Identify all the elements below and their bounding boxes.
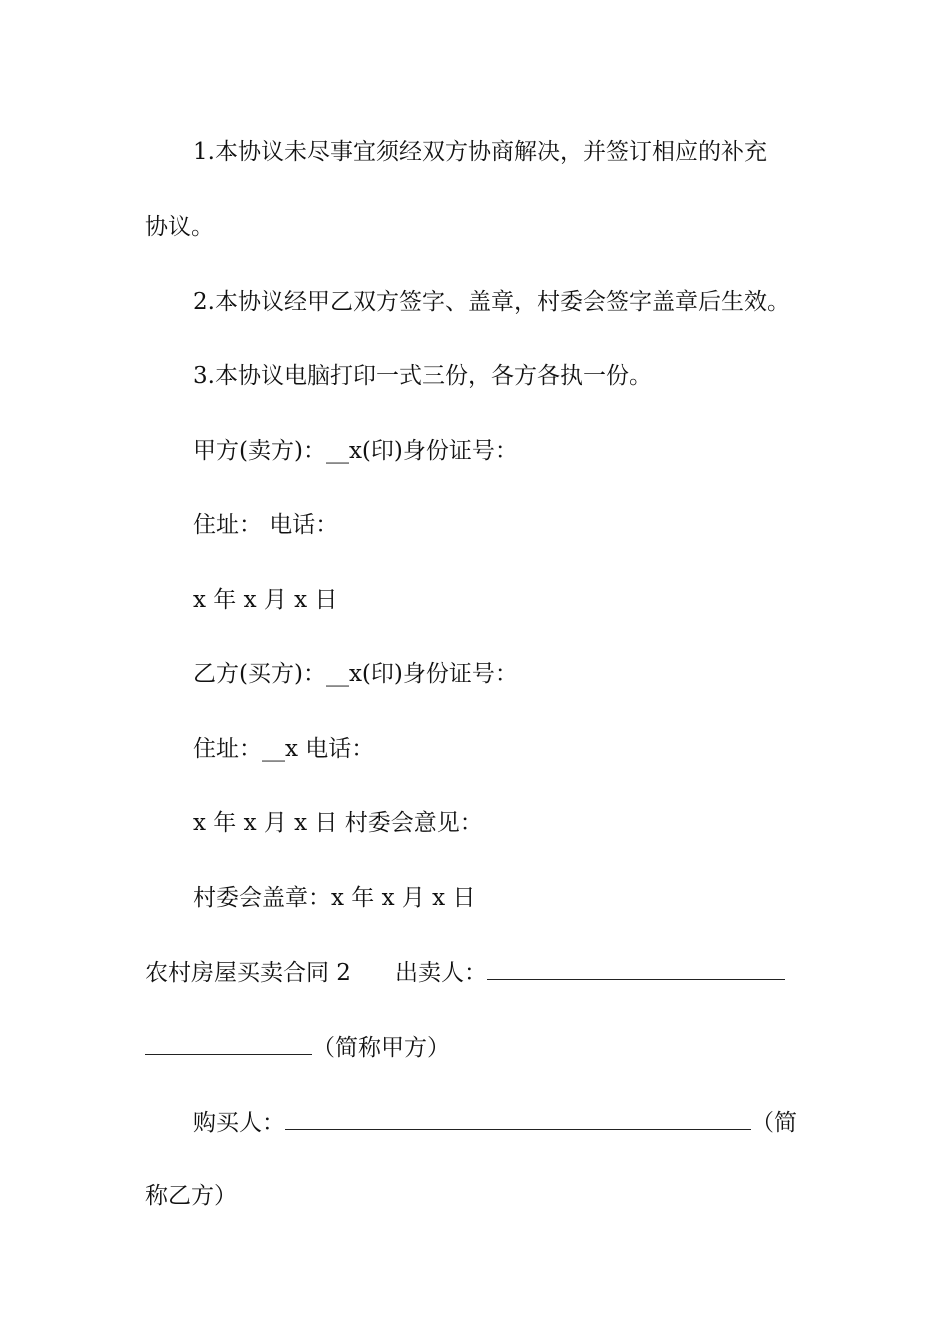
seller-name-blank (487, 957, 785, 980)
contract2-title-row (145, 957, 785, 988)
seller-name-blank-continued (145, 1032, 312, 1055)
buyer-suffix-part2: 称乙方） (145, 1183, 237, 1209)
clause-1-line-1: 1.本协议未尽事宜须经双方协商解决，并签订相应的补充 (193, 139, 767, 165)
buyer-label: 购买人： (193, 1110, 285, 1136)
buyer-suffix-part1: （简 (751, 1110, 797, 1136)
party-a-date: x 年 x 月 x 日 (193, 587, 338, 613)
contract2-title: 农村房屋买卖合同 2 (145, 960, 351, 986)
party-b-address-phone: 住址：__x 电话： (193, 736, 375, 762)
seller-label: 出卖人： (394, 960, 487, 986)
party-b-line: 乙方(买方)：__x(印)身份证号： (193, 661, 518, 687)
village-seal-date: 村委会盖章：x 年 x 月 x 日 (193, 885, 476, 911)
seller-suffix: （简称甲方） (312, 1035, 450, 1061)
party-a-line: 甲方(卖方)：__x(印)身份证号： (193, 438, 518, 464)
clause-2: 2.本协议经甲乙双方签字、盖章，村委会签字盖章后生效。 (193, 289, 790, 315)
clause-1-line-2: 协议。 (145, 214, 214, 240)
buyer-name-blank (285, 1107, 751, 1130)
party-b-date-village-opinion: x 年 x 月 x 日 村委会意见： (193, 810, 483, 836)
seller-suffix-row (145, 1032, 450, 1063)
party-a-address-phone: 住址： 电话： (193, 512, 339, 538)
clause-3: 3.本协议电脑打印一式三份，各方各执一份。 (193, 363, 652, 389)
buyer-row (193, 1107, 797, 1138)
